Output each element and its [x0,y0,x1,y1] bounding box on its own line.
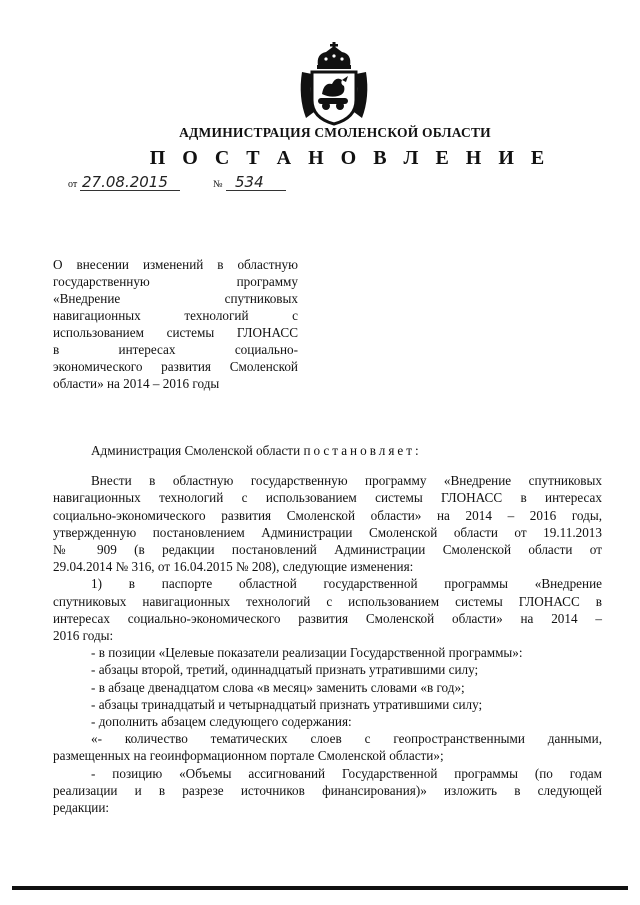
subject-line: навигационных технологий с [53,308,298,323]
quote-line: «- количество тематических слоев с геопространственными данными, [91,731,602,747]
paragraph-line: Внести в областную государственную программу «Внедрение спутниковых [91,473,602,489]
paragraph-line: 2016 годы: [53,628,114,644]
subject-line: «Внедрение спутниковых [53,291,298,306]
paragraph-line: реализации и в разрезе источников финансирования)» изложить в следующей [53,782,602,798]
list-item: - абзацы тринадцатый и четырнадцатый признать утратившими силу; [91,696,483,712]
paragraph-line: интересах социально-экономического развития Смоленской области» на 2014 – [53,610,602,626]
date-number-line [68,168,298,194]
paragraph-line: - позицию «Объемы ассигнований Государственной программы (по годам [91,765,602,781]
paragraph-line: № 909 (в редакции постановлений Администрации Смоленской области от [53,542,602,558]
preamble [53,442,602,459]
date-label: от [68,179,78,190]
subject-line: О внесении изменений в областную [53,257,298,272]
list-item: - в позиции «Целевые показатели реализации Государственной программы»: [91,645,523,661]
subject-line: использованием системы ГЛОНАСС [53,325,298,340]
page-bottom-rule [12,886,628,890]
number-handwritten: 534 [235,173,264,191]
paragraph-line: 1) в паспорте областной государственной программы «Внедрение [91,576,602,592]
list-item: - дополнить абзацем следующего содержания: [91,714,352,730]
document-body [53,442,602,816]
subject-line: государственную программу [53,274,298,289]
list-item: - в абзаце двенадцатом слова «в месяц» заменить словами «в год»; [91,679,465,695]
preamble-decree-word: постановляет: [303,443,422,458]
organization-title: АДМИНИСТРАЦИЯ СМОЛЕНСКОЙ ОБЛАСТИ [179,125,491,140]
subject-line: экономического развития Смоленской [53,359,298,374]
preamble-prefix: Администрация Смоленской области [91,443,304,458]
paragraph-line: утвержденную постановлением Администрации Смоленской области от 19.11.2013 [53,524,602,540]
date-handwritten: 27.08.2015 [82,173,168,191]
document-type-title: П О С Т А Н О В Л Е Н И Е [149,147,551,169]
smolensk-coat-of-arms-icon [296,42,372,126]
paragraph-line: 29.04.2014 № 316, от 16.04.2015 № 208), следующие изменения: [53,559,414,575]
number-label: № [213,179,223,190]
list-item: - абзацы второй, третий, одиннадцатый признать утратившими силу; [91,662,479,678]
subject-line: в интересах социально- [53,342,298,357]
subject-block [53,256,298,392]
paragraph-line: спутниковых навигационных технологий с использованием системы ГЛОНАСС в [53,593,602,609]
paragraph-line: навигационных технологий с использованием системы ГЛОНАСС в интересах [53,490,602,506]
spacer [53,459,602,472]
quote-line: размещенных на геоинформационном портале Смоленской области»; [53,748,444,764]
subject-line: области» на 2014 – 2016 годы [53,376,220,391]
paragraph-line: социально-экономического развития Смоленской области» на 2014 – 2016 годы, [53,507,602,523]
paragraph-line: редакции: [53,800,110,816]
